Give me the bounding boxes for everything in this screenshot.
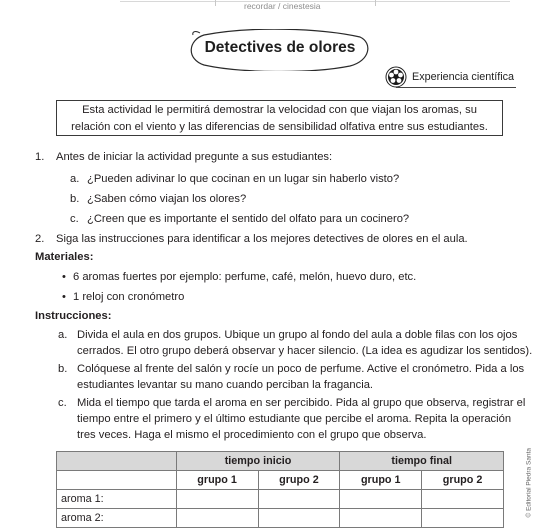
question-text: ¿Saben cómo viajan los olores?: [87, 193, 247, 205]
table-group-header-row: [57, 452, 504, 471]
table-cell[interactable]: [422, 490, 504, 509]
table-sub-header: grupo 2: [258, 471, 340, 490]
instruction-line: Divida el aula en dos grupos. Ubique un grupo al fondo del aula a doble filas con los ojos: [77, 329, 518, 341]
instruction-line: cerrados. El otro grupo deberá observar y hacer silencio. (La idea es agudizar los sentidos).: [77, 345, 533, 357]
page-title: Detectives de olores: [204, 39, 356, 56]
instruction-line: tiempo entre el primero y el último estudiante que percibe el aroma. Repita la operación: [77, 413, 512, 425]
instruction-line: Mida el tiempo que tarda el aroma en ser percibido. Pida al grupo que observa, registrar el: [77, 397, 526, 409]
instruction-letter: a.: [58, 329, 68, 341]
top-header: [0, 0, 550, 14]
top-tick: [375, 0, 377, 6]
instruction-line: tres veces. Haga el mismo el procedimiento con el grupo que observa.: [77, 429, 427, 441]
table-cell[interactable]: [340, 490, 422, 509]
table-cell[interactable]: [176, 490, 258, 509]
instruction-letter: b.: [58, 363, 68, 375]
badge-underline: [396, 87, 516, 88]
table-corner-cell: [57, 452, 177, 471]
row-label: aroma 2:: [57, 509, 177, 528]
bullet: •: [62, 271, 66, 283]
row-label: aroma 1:: [57, 490, 177, 509]
question-text: ¿Creen que es importante el sentido del olfato para un cocinero?: [87, 213, 410, 225]
table-cell[interactable]: [422, 509, 504, 528]
question-text: ¿Pueden adivinar lo que cocinan en un lugar sin haberlo visto?: [87, 173, 400, 185]
step-text: Antes de iniciar la actividad pregunte a sus estudiantes:: [56, 151, 333, 163]
table-group-header: tiempo inicio: [176, 452, 340, 471]
table-group-header: tiempo final: [340, 452, 504, 471]
instruction-letter: c.: [58, 397, 67, 409]
table-cell[interactable]: [258, 490, 340, 509]
table-cell[interactable]: [258, 509, 340, 528]
header-note: recordar / cinestesia: [244, 1, 321, 11]
results-table: [56, 451, 504, 528]
table-corner-cell: [57, 471, 177, 490]
title-badge: [190, 29, 370, 71]
bullet: •: [62, 291, 66, 303]
materials-heading: Materiales:: [35, 251, 94, 263]
intro-line: relación con el viento y las diferencias de sensibilidad olfativa entre sus estudiantes.: [71, 121, 488, 133]
step-number: 1.: [35, 151, 45, 163]
table-sub-header-row: [57, 471, 504, 490]
table-row: [57, 490, 504, 509]
step-text: Siga las instrucciones para identificar a los mejores detectives de olores en el aula.: [56, 233, 468, 245]
material-item: 6 aromas fuertes por ejemplo: perfume, café, melón, huevo duro, etc.: [73, 271, 417, 283]
table-sub-header: grupo 1: [176, 471, 258, 490]
intro-box: [56, 100, 503, 136]
badge-label: Experiencia científica: [412, 71, 515, 83]
table-row: [57, 509, 504, 528]
table-sub-header: grupo 2: [422, 471, 504, 490]
material-item: 1 reloj con cronómetro: [73, 291, 185, 303]
question-letter: b.: [70, 193, 80, 205]
step-number: 2.: [35, 233, 45, 245]
top-tick: [215, 0, 217, 6]
instruction-line: estudiantes levantar su mano cuando perciban la fragancia.: [77, 379, 374, 391]
table-cell[interactable]: [176, 509, 258, 528]
question-letter: c.: [70, 213, 79, 225]
copyright-text: © Editorial Piedra Santa: [525, 448, 533, 518]
table-cell[interactable]: [340, 509, 422, 528]
flower-icon: [384, 66, 408, 88]
question-letter: a.: [70, 173, 80, 185]
intro-line: Esta actividad le permitirá demostrar la velocidad con que viajan los aromas, su: [82, 104, 477, 116]
table-sub-header: grupo 1: [340, 471, 422, 490]
instructions-heading: Instrucciones:: [35, 310, 112, 322]
instruction-line: Colóquese al frente del salón y rocíe un poco de perfume. Active el cronómetro. Pida a los: [77, 363, 525, 375]
side-copyright: [519, 420, 533, 520]
experience-badge: [384, 66, 516, 88]
